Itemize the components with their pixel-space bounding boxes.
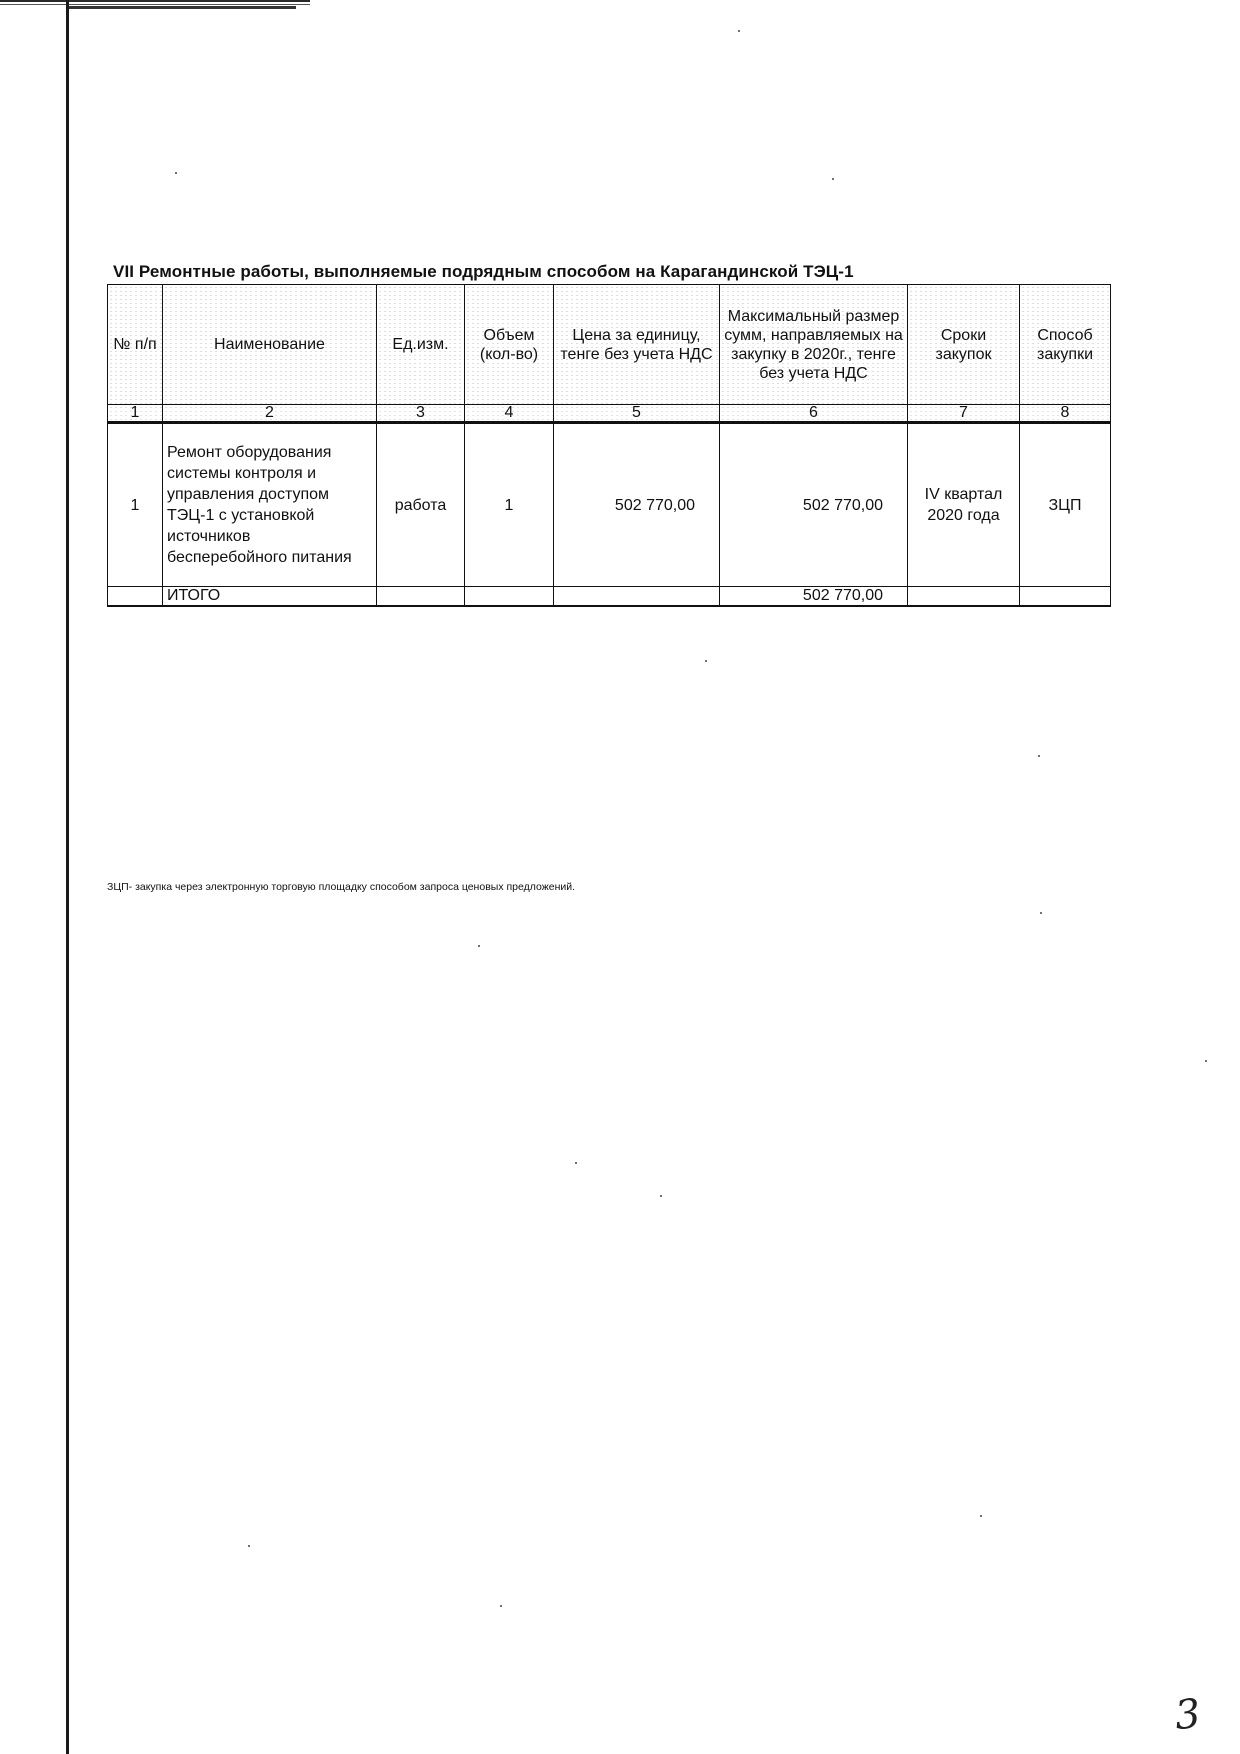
total-empty-cell	[108, 587, 163, 607]
scan-speck	[660, 1195, 662, 1197]
total-empty-cell	[377, 587, 465, 607]
scan-speck	[832, 178, 834, 180]
scan-speck	[980, 1515, 982, 1517]
section-title: VII Ремонтные работы, выполняемые подрядным способом на Карагандинской ТЭЦ-1	[113, 262, 854, 281]
header-cell-num: № п/п	[108, 285, 163, 405]
column-number: 5	[554, 405, 720, 423]
column-number: 1	[108, 405, 163, 423]
row-method: ЗЦП	[1020, 423, 1111, 587]
scan-speck	[575, 1162, 577, 1164]
total-empty-cell	[908, 587, 1020, 607]
total-empty-cell	[465, 587, 554, 607]
row-max-amount: 502 770,00	[720, 423, 908, 587]
scan-speck	[705, 660, 707, 662]
column-number: 7	[908, 405, 1020, 423]
scan-speck	[1205, 1060, 1207, 1062]
header-cell-unit-price: Цена за единицу, тенге без учета НДС	[554, 285, 720, 405]
row-unit-price: 502 770,00	[554, 423, 720, 587]
table-row	[108, 423, 1111, 587]
scan-speck	[478, 945, 480, 947]
scan-left-edge	[66, 0, 69, 1754]
scan-speck	[248, 1545, 250, 1547]
table-header-row	[108, 285, 1111, 405]
total-empty-cell	[1020, 587, 1111, 607]
footnote: ЗЦП- закупка через электронную торговую площадку способом запроса ценовых предложений.	[107, 881, 576, 893]
column-number: 2	[163, 405, 377, 423]
scan-speck	[500, 1605, 502, 1607]
row-num: 1	[108, 423, 163, 587]
header-cell-name: Наименование	[163, 285, 377, 405]
procurement-table	[107, 284, 1111, 607]
scan-top-edge-line	[66, 6, 296, 9]
header-cell-max-amount: Максимальный размер сумм, направляемых на закупку в 2020г., тенге без учета НДС	[720, 285, 908, 405]
scan-speck	[738, 30, 740, 32]
header-cell-quantity: Объем (кол-во)	[465, 285, 554, 405]
column-number: 3	[377, 405, 465, 423]
column-number: 6	[720, 405, 908, 423]
row-period: IV квартал 2020 года	[908, 423, 1020, 587]
total-row	[108, 587, 1111, 607]
header-cell-method: Способ закупки	[1020, 285, 1111, 405]
scan-speck	[1040, 912, 1042, 914]
total-label: ИТОГО	[163, 587, 377, 607]
column-number: 8	[1020, 405, 1111, 423]
header-cell-period: Сроки закупок	[908, 285, 1020, 405]
handwritten-page-number: 3	[1172, 1690, 1203, 1740]
row-quantity: 1	[465, 423, 554, 587]
column-number: 4	[465, 405, 554, 423]
row-unit: работа	[377, 423, 465, 587]
scan-speck	[175, 172, 177, 174]
row-name: Ремонт оборудования системы контроля и управления доступом ТЭЦ-1 с установкой источников бесперебойного питания	[163, 423, 377, 587]
scan-speck	[1038, 755, 1040, 757]
total-empty-cell	[554, 587, 720, 607]
column-number-row	[108, 405, 1111, 423]
header-cell-unit: Ед.изм.	[377, 285, 465, 405]
total-max-amount: 502 770,00	[720, 587, 908, 607]
